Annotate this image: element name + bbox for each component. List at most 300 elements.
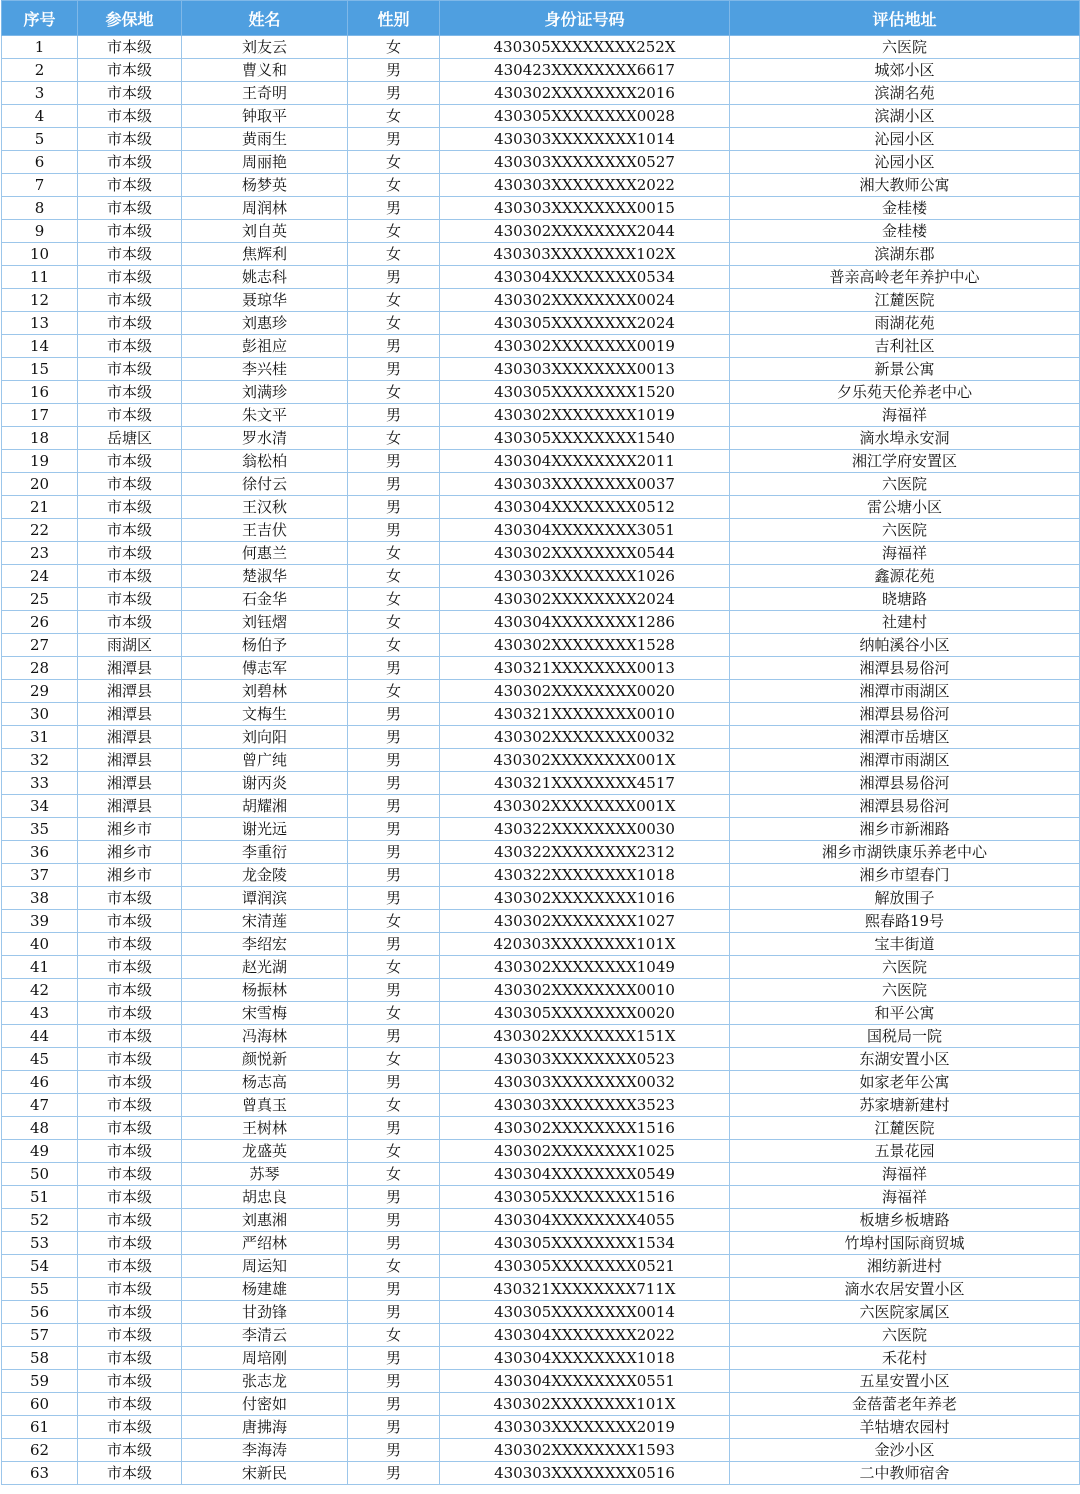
cell-gender: 男 bbox=[348, 1462, 440, 1485]
cell-id-number: 430303XXXXXXXX0527 bbox=[440, 151, 730, 174]
cell-id-number: 430303XXXXXXXX0015 bbox=[440, 197, 730, 220]
cell-address: 和平公寓 bbox=[730, 1002, 1080, 1025]
cell-id-number: 430302XXXXXXXX1025 bbox=[440, 1140, 730, 1163]
cell-address: 晓塘路 bbox=[730, 588, 1080, 611]
cell-insured-place: 市本级 bbox=[78, 1094, 182, 1117]
cell-index: 3 bbox=[2, 82, 78, 105]
cell-insured-place: 市本级 bbox=[78, 151, 182, 174]
cell-address: 雨湖花苑 bbox=[730, 312, 1080, 335]
cell-insured-place: 市本级 bbox=[78, 335, 182, 358]
cell-address: 熙春路19号 bbox=[730, 910, 1080, 933]
cell-gender: 女 bbox=[348, 1324, 440, 1347]
cell-index: 34 bbox=[2, 795, 78, 818]
cell-address: 竹埠村国际商贸城 bbox=[730, 1232, 1080, 1255]
cell-index: 63 bbox=[2, 1462, 78, 1485]
cell-gender: 男 bbox=[348, 358, 440, 381]
assessment-table bbox=[1, 0, 1080, 1485]
cell-gender: 男 bbox=[348, 841, 440, 864]
cell-gender: 男 bbox=[348, 795, 440, 818]
cell-gender: 男 bbox=[348, 1071, 440, 1094]
cell-gender: 男 bbox=[348, 519, 440, 542]
cell-id-number: 430305XXXXXXXX1520 bbox=[440, 381, 730, 404]
cell-name: 胡耀湘 bbox=[182, 795, 348, 818]
cell-address: 城郊小区 bbox=[730, 59, 1080, 82]
cell-insured-place: 湘乡市 bbox=[78, 818, 182, 841]
cell-name: 龙盛英 bbox=[182, 1140, 348, 1163]
cell-index: 30 bbox=[2, 703, 78, 726]
cell-id-number: 430302XXXXXXXX0024 bbox=[440, 289, 730, 312]
cell-name: 杨振林 bbox=[182, 979, 348, 1002]
cell-index: 24 bbox=[2, 565, 78, 588]
cell-index: 59 bbox=[2, 1370, 78, 1393]
cell-id-number: 430302XXXXXXXX1516 bbox=[440, 1117, 730, 1140]
table-row bbox=[2, 887, 1080, 910]
cell-gender: 男 bbox=[348, 1232, 440, 1255]
cell-address: 六医院 bbox=[730, 473, 1080, 496]
cell-index: 55 bbox=[2, 1278, 78, 1301]
table-row bbox=[2, 358, 1080, 381]
cell-name: 刘惠湘 bbox=[182, 1209, 348, 1232]
cell-index: 43 bbox=[2, 1002, 78, 1025]
table-row bbox=[2, 979, 1080, 1002]
cell-name: 李绍宏 bbox=[182, 933, 348, 956]
table-row bbox=[2, 680, 1080, 703]
cell-gender: 男 bbox=[348, 404, 440, 427]
cell-index: 62 bbox=[2, 1439, 78, 1462]
cell-id-number: 430302XXXXXXXX1016 bbox=[440, 887, 730, 910]
cell-name: 文梅生 bbox=[182, 703, 348, 726]
cell-index: 46 bbox=[2, 1071, 78, 1094]
cell-index: 58 bbox=[2, 1347, 78, 1370]
table-row bbox=[2, 381, 1080, 404]
cell-gender: 男 bbox=[348, 473, 440, 496]
cell-insured-place: 市本级 bbox=[78, 1393, 182, 1416]
cell-id-number: 430305XXXXXXXX1516 bbox=[440, 1186, 730, 1209]
cell-address: 六医院 bbox=[730, 956, 1080, 979]
cell-index: 15 bbox=[2, 358, 78, 381]
cell-gender: 男 bbox=[348, 726, 440, 749]
cell-insured-place: 市本级 bbox=[78, 312, 182, 335]
cell-address: 湘乡市湖铁康乐养老中心 bbox=[730, 841, 1080, 864]
cell-insured-place: 湘潭县 bbox=[78, 680, 182, 703]
cell-address: 羊牯塘农园村 bbox=[730, 1416, 1080, 1439]
table-row bbox=[2, 772, 1080, 795]
table-row bbox=[2, 818, 1080, 841]
cell-insured-place: 岳塘区 bbox=[78, 427, 182, 450]
cell-address: 新景公寓 bbox=[730, 358, 1080, 381]
cell-id-number: 430302XXXXXXXX1593 bbox=[440, 1439, 730, 1462]
cell-insured-place: 市本级 bbox=[78, 933, 182, 956]
cell-address: 苏家塘新建村 bbox=[730, 1094, 1080, 1117]
cell-insured-place: 市本级 bbox=[78, 289, 182, 312]
cell-address: 海福祥 bbox=[730, 1163, 1080, 1186]
cell-index: 44 bbox=[2, 1025, 78, 1048]
cell-address: 六医院 bbox=[730, 1324, 1080, 1347]
cell-id-number: 430302XXXXXXXX1049 bbox=[440, 956, 730, 979]
cell-address: 夕乐苑天伦养老中心 bbox=[730, 381, 1080, 404]
table-row bbox=[2, 565, 1080, 588]
cell-index: 21 bbox=[2, 496, 78, 519]
table-row bbox=[2, 1025, 1080, 1048]
cell-address: 湘纺新进村 bbox=[730, 1255, 1080, 1278]
cell-index: 17 bbox=[2, 404, 78, 427]
cell-name: 周润林 bbox=[182, 197, 348, 220]
cell-index: 19 bbox=[2, 450, 78, 473]
cell-name: 谢光远 bbox=[182, 818, 348, 841]
cell-gender: 男 bbox=[348, 1025, 440, 1048]
cell-address: 滨湖东郡 bbox=[730, 243, 1080, 266]
table-row bbox=[2, 1393, 1080, 1416]
cell-gender: 男 bbox=[348, 887, 440, 910]
cell-index: 8 bbox=[2, 197, 78, 220]
cell-index: 23 bbox=[2, 542, 78, 565]
cell-gender: 女 bbox=[348, 174, 440, 197]
cell-gender: 男 bbox=[348, 128, 440, 151]
cell-index: 56 bbox=[2, 1301, 78, 1324]
cell-id-number: 430304XXXXXXXX0534 bbox=[440, 266, 730, 289]
cell-name: 宋雪梅 bbox=[182, 1002, 348, 1025]
cell-insured-place: 市本级 bbox=[78, 1278, 182, 1301]
cell-id-number: 430303XXXXXXXX2022 bbox=[440, 174, 730, 197]
table-body bbox=[2, 36, 1080, 1485]
cell-gender: 女 bbox=[348, 151, 440, 174]
cell-address: 六医院家属区 bbox=[730, 1301, 1080, 1324]
cell-insured-place: 市本级 bbox=[78, 473, 182, 496]
col-header-index: 序号 bbox=[2, 1, 78, 36]
cell-index: 10 bbox=[2, 243, 78, 266]
cell-insured-place: 市本级 bbox=[78, 105, 182, 128]
cell-name: 周运知 bbox=[182, 1255, 348, 1278]
cell-gender: 女 bbox=[348, 565, 440, 588]
cell-name: 曾真玉 bbox=[182, 1094, 348, 1117]
cell-name: 杨志高 bbox=[182, 1071, 348, 1094]
table-row bbox=[2, 266, 1080, 289]
cell-name: 刘向阳 bbox=[182, 726, 348, 749]
cell-gender: 女 bbox=[348, 542, 440, 565]
cell-gender: 女 bbox=[348, 680, 440, 703]
cell-name: 冯海林 bbox=[182, 1025, 348, 1048]
cell-name: 谭润滨 bbox=[182, 887, 348, 910]
cell-gender: 男 bbox=[348, 864, 440, 887]
cell-name: 黄雨生 bbox=[182, 128, 348, 151]
cell-id-number: 430304XXXXXXXX2011 bbox=[440, 450, 730, 473]
cell-address: 解放围子 bbox=[730, 887, 1080, 910]
cell-id-number: 430305XXXXXXXX0020 bbox=[440, 1002, 730, 1025]
cell-address: 湘潭县易俗河 bbox=[730, 772, 1080, 795]
table-row bbox=[2, 1186, 1080, 1209]
cell-id-number: 430303XXXXXXXX102X bbox=[440, 243, 730, 266]
cell-name: 焦辉利 bbox=[182, 243, 348, 266]
cell-name: 杨梦英 bbox=[182, 174, 348, 197]
cell-name: 王奇明 bbox=[182, 82, 348, 105]
table-row bbox=[2, 1462, 1080, 1485]
col-header-gender: 性别 bbox=[348, 1, 440, 36]
cell-address: 湘潭市岳塘区 bbox=[730, 726, 1080, 749]
table-row bbox=[2, 1094, 1080, 1117]
table-row bbox=[2, 519, 1080, 542]
cell-id-number: 430321XXXXXXXX0010 bbox=[440, 703, 730, 726]
cell-index: 28 bbox=[2, 657, 78, 680]
cell-address: 湘江学府安置区 bbox=[730, 450, 1080, 473]
cell-id-number: 430305XXXXXXXX0028 bbox=[440, 105, 730, 128]
cell-index: 38 bbox=[2, 887, 78, 910]
cell-index: 22 bbox=[2, 519, 78, 542]
cell-index: 47 bbox=[2, 1094, 78, 1117]
table-row bbox=[2, 1048, 1080, 1071]
cell-name: 王树林 bbox=[182, 1117, 348, 1140]
col-header-insured-place: 参保地 bbox=[78, 1, 182, 36]
cell-name: 曾广纯 bbox=[182, 749, 348, 772]
cell-insured-place: 市本级 bbox=[78, 1186, 182, 1209]
cell-insured-place: 市本级 bbox=[78, 59, 182, 82]
cell-address: 滨湖小区 bbox=[730, 105, 1080, 128]
cell-id-number: 430302XXXXXXXX1019 bbox=[440, 404, 730, 427]
table-row bbox=[2, 864, 1080, 887]
cell-gender: 女 bbox=[348, 611, 440, 634]
cell-insured-place: 市本级 bbox=[78, 1324, 182, 1347]
cell-name: 石金华 bbox=[182, 588, 348, 611]
cell-index: 31 bbox=[2, 726, 78, 749]
cell-gender: 男 bbox=[348, 197, 440, 220]
cell-insured-place: 市本级 bbox=[78, 496, 182, 519]
cell-name: 翁松柏 bbox=[182, 450, 348, 473]
cell-address: 湘潭市雨湖区 bbox=[730, 680, 1080, 703]
cell-index: 11 bbox=[2, 266, 78, 289]
cell-name: 杨建雄 bbox=[182, 1278, 348, 1301]
cell-id-number: 430321XXXXXXXX0013 bbox=[440, 657, 730, 680]
cell-insured-place: 市本级 bbox=[78, 565, 182, 588]
cell-index: 5 bbox=[2, 128, 78, 151]
cell-index: 2 bbox=[2, 59, 78, 82]
cell-name: 朱文平 bbox=[182, 404, 348, 427]
cell-id-number: 430304XXXXXXXX0551 bbox=[440, 1370, 730, 1393]
cell-name: 刘碧林 bbox=[182, 680, 348, 703]
table-row bbox=[2, 82, 1080, 105]
cell-insured-place: 市本级 bbox=[78, 128, 182, 151]
cell-insured-place: 市本级 bbox=[78, 1347, 182, 1370]
cell-id-number: 430304XXXXXXXX0549 bbox=[440, 1163, 730, 1186]
cell-insured-place: 湘潭县 bbox=[78, 703, 182, 726]
cell-insured-place: 市本级 bbox=[78, 1071, 182, 1094]
cell-gender: 女 bbox=[348, 634, 440, 657]
cell-gender: 女 bbox=[348, 1140, 440, 1163]
cell-insured-place: 市本级 bbox=[78, 1025, 182, 1048]
cell-gender: 男 bbox=[348, 1439, 440, 1462]
table-row bbox=[2, 588, 1080, 611]
cell-gender: 男 bbox=[348, 1393, 440, 1416]
cell-index: 54 bbox=[2, 1255, 78, 1278]
cell-gender: 女 bbox=[348, 243, 440, 266]
cell-insured-place: 市本级 bbox=[78, 1255, 182, 1278]
cell-id-number: 430303XXXXXXXX1026 bbox=[440, 565, 730, 588]
cell-insured-place: 市本级 bbox=[78, 1117, 182, 1140]
cell-gender: 男 bbox=[348, 657, 440, 680]
table-row bbox=[2, 312, 1080, 335]
cell-name: 周培刚 bbox=[182, 1347, 348, 1370]
cell-id-number: 430305XXXXXXXX1540 bbox=[440, 427, 730, 450]
table-row bbox=[2, 1347, 1080, 1370]
cell-gender: 女 bbox=[348, 1048, 440, 1071]
cell-insured-place: 市本级 bbox=[78, 1140, 182, 1163]
table-row bbox=[2, 657, 1080, 680]
cell-address: 海福祥 bbox=[730, 404, 1080, 427]
cell-insured-place: 市本级 bbox=[78, 910, 182, 933]
table-row bbox=[2, 151, 1080, 174]
table-row bbox=[2, 841, 1080, 864]
cell-insured-place: 市本级 bbox=[78, 887, 182, 910]
table-row bbox=[2, 910, 1080, 933]
cell-id-number: 430302XXXXXXXX151X bbox=[440, 1025, 730, 1048]
cell-index: 48 bbox=[2, 1117, 78, 1140]
cell-gender: 女 bbox=[348, 1002, 440, 1025]
cell-address: 湘潭县易俗河 bbox=[730, 703, 1080, 726]
cell-address: 六医院 bbox=[730, 36, 1080, 59]
table-row bbox=[2, 933, 1080, 956]
cell-address: 五星安置小区 bbox=[730, 1370, 1080, 1393]
cell-index: 7 bbox=[2, 174, 78, 197]
cell-gender: 男 bbox=[348, 450, 440, 473]
cell-index: 42 bbox=[2, 979, 78, 1002]
cell-index: 12 bbox=[2, 289, 78, 312]
cell-id-number: 430303XXXXXXXX0037 bbox=[440, 473, 730, 496]
cell-address: 滴水埠永安洞 bbox=[730, 427, 1080, 450]
cell-address: 金桂楼 bbox=[730, 197, 1080, 220]
table-row bbox=[2, 634, 1080, 657]
cell-id-number: 430304XXXXXXXX3051 bbox=[440, 519, 730, 542]
cell-index: 52 bbox=[2, 1209, 78, 1232]
cell-insured-place: 市本级 bbox=[78, 519, 182, 542]
table-row bbox=[2, 749, 1080, 772]
cell-index: 20 bbox=[2, 473, 78, 496]
cell-id-number: 430304XXXXXXXX1286 bbox=[440, 611, 730, 634]
cell-name: 刘满珍 bbox=[182, 381, 348, 404]
cell-index: 14 bbox=[2, 335, 78, 358]
cell-gender: 男 bbox=[348, 818, 440, 841]
cell-gender: 女 bbox=[348, 220, 440, 243]
cell-address: 普亲高岭老年养护中心 bbox=[730, 266, 1080, 289]
cell-address: 湘乡市新湘路 bbox=[730, 818, 1080, 841]
cell-gender: 男 bbox=[348, 772, 440, 795]
cell-id-number: 430322XXXXXXXX2312 bbox=[440, 841, 730, 864]
table-row bbox=[2, 1117, 1080, 1140]
cell-index: 16 bbox=[2, 381, 78, 404]
cell-name: 聂琼华 bbox=[182, 289, 348, 312]
cell-id-number: 430304XXXXXXXX1018 bbox=[440, 1347, 730, 1370]
col-header-id-number: 身份证号码 bbox=[440, 1, 730, 36]
cell-index: 51 bbox=[2, 1186, 78, 1209]
table-row bbox=[2, 1255, 1080, 1278]
cell-index: 40 bbox=[2, 933, 78, 956]
cell-name: 苏琴 bbox=[182, 1163, 348, 1186]
cell-name: 宋新民 bbox=[182, 1462, 348, 1485]
cell-insured-place: 湘乡市 bbox=[78, 841, 182, 864]
cell-address: 国税局一院 bbox=[730, 1025, 1080, 1048]
cell-index: 60 bbox=[2, 1393, 78, 1416]
cell-id-number: 430322XXXXXXXX1018 bbox=[440, 864, 730, 887]
cell-index: 26 bbox=[2, 611, 78, 634]
cell-address: 五景花园 bbox=[730, 1140, 1080, 1163]
cell-insured-place: 雨湖区 bbox=[78, 634, 182, 657]
cell-id-number: 430305XXXXXXXX0521 bbox=[440, 1255, 730, 1278]
cell-gender: 男 bbox=[348, 335, 440, 358]
cell-address: 滴水农居安置小区 bbox=[730, 1278, 1080, 1301]
cell-address: 湘大教师公寓 bbox=[730, 174, 1080, 197]
cell-insured-place: 市本级 bbox=[78, 1209, 182, 1232]
cell-index: 39 bbox=[2, 910, 78, 933]
table-row bbox=[2, 611, 1080, 634]
table-row bbox=[2, 36, 1080, 59]
cell-gender: 女 bbox=[348, 427, 440, 450]
cell-id-number: 430321XXXXXXXX4517 bbox=[440, 772, 730, 795]
cell-gender: 女 bbox=[348, 1255, 440, 1278]
cell-name: 李海涛 bbox=[182, 1439, 348, 1462]
cell-gender: 女 bbox=[348, 36, 440, 59]
cell-address: 滨湖名苑 bbox=[730, 82, 1080, 105]
cell-insured-place: 市本级 bbox=[78, 611, 182, 634]
cell-id-number: 430305XXXXXXXX252X bbox=[440, 36, 730, 59]
table-row bbox=[2, 542, 1080, 565]
table-row bbox=[2, 1416, 1080, 1439]
cell-insured-place: 市本级 bbox=[78, 243, 182, 266]
cell-name: 王吉伏 bbox=[182, 519, 348, 542]
cell-insured-place: 市本级 bbox=[78, 174, 182, 197]
cell-address: 雷公塘小区 bbox=[730, 496, 1080, 519]
cell-insured-place: 市本级 bbox=[78, 381, 182, 404]
cell-index: 35 bbox=[2, 818, 78, 841]
cell-id-number: 430302XXXXXXXX0032 bbox=[440, 726, 730, 749]
cell-id-number: 420303XXXXXXXX101X bbox=[440, 933, 730, 956]
cell-insured-place: 市本级 bbox=[78, 956, 182, 979]
cell-id-number: 430302XXXXXXXX2024 bbox=[440, 588, 730, 611]
cell-gender: 男 bbox=[348, 1117, 440, 1140]
cell-name: 姚志科 bbox=[182, 266, 348, 289]
cell-insured-place: 湘潭县 bbox=[78, 795, 182, 818]
table-row bbox=[2, 1439, 1080, 1462]
cell-id-number: 430302XXXXXXXX0020 bbox=[440, 680, 730, 703]
cell-name: 罗水清 bbox=[182, 427, 348, 450]
cell-insured-place: 市本级 bbox=[78, 1232, 182, 1255]
cell-index: 61 bbox=[2, 1416, 78, 1439]
cell-id-number: 430305XXXXXXXX2024 bbox=[440, 312, 730, 335]
cell-name: 甘劲锋 bbox=[182, 1301, 348, 1324]
cell-insured-place: 市本级 bbox=[78, 1416, 182, 1439]
cell-index: 27 bbox=[2, 634, 78, 657]
cell-address: 二中教师宿舍 bbox=[730, 1462, 1080, 1485]
cell-name: 刘友云 bbox=[182, 36, 348, 59]
cell-gender: 男 bbox=[348, 1209, 440, 1232]
cell-address: 六医院 bbox=[730, 979, 1080, 1002]
table-row bbox=[2, 1324, 1080, 1347]
table-row bbox=[2, 1278, 1080, 1301]
cell-name: 胡忠良 bbox=[182, 1186, 348, 1209]
cell-id-number: 430423XXXXXXXX6617 bbox=[440, 59, 730, 82]
cell-insured-place: 市本级 bbox=[78, 588, 182, 611]
cell-gender: 男 bbox=[348, 266, 440, 289]
cell-name: 颜悦新 bbox=[182, 1048, 348, 1071]
cell-id-number: 430303XXXXXXXX1014 bbox=[440, 128, 730, 151]
cell-address: 金蓓蕾老年养老 bbox=[730, 1393, 1080, 1416]
cell-index: 25 bbox=[2, 588, 78, 611]
cell-name: 赵光湖 bbox=[182, 956, 348, 979]
header-row bbox=[2, 1, 1080, 36]
table-row bbox=[2, 1163, 1080, 1186]
cell-id-number: 430303XXXXXXXX0523 bbox=[440, 1048, 730, 1071]
cell-address: 沁园小区 bbox=[730, 128, 1080, 151]
table-row bbox=[2, 1002, 1080, 1025]
table-row bbox=[2, 404, 1080, 427]
cell-address: 湘乡市望春门 bbox=[730, 864, 1080, 887]
cell-gender: 男 bbox=[348, 1370, 440, 1393]
